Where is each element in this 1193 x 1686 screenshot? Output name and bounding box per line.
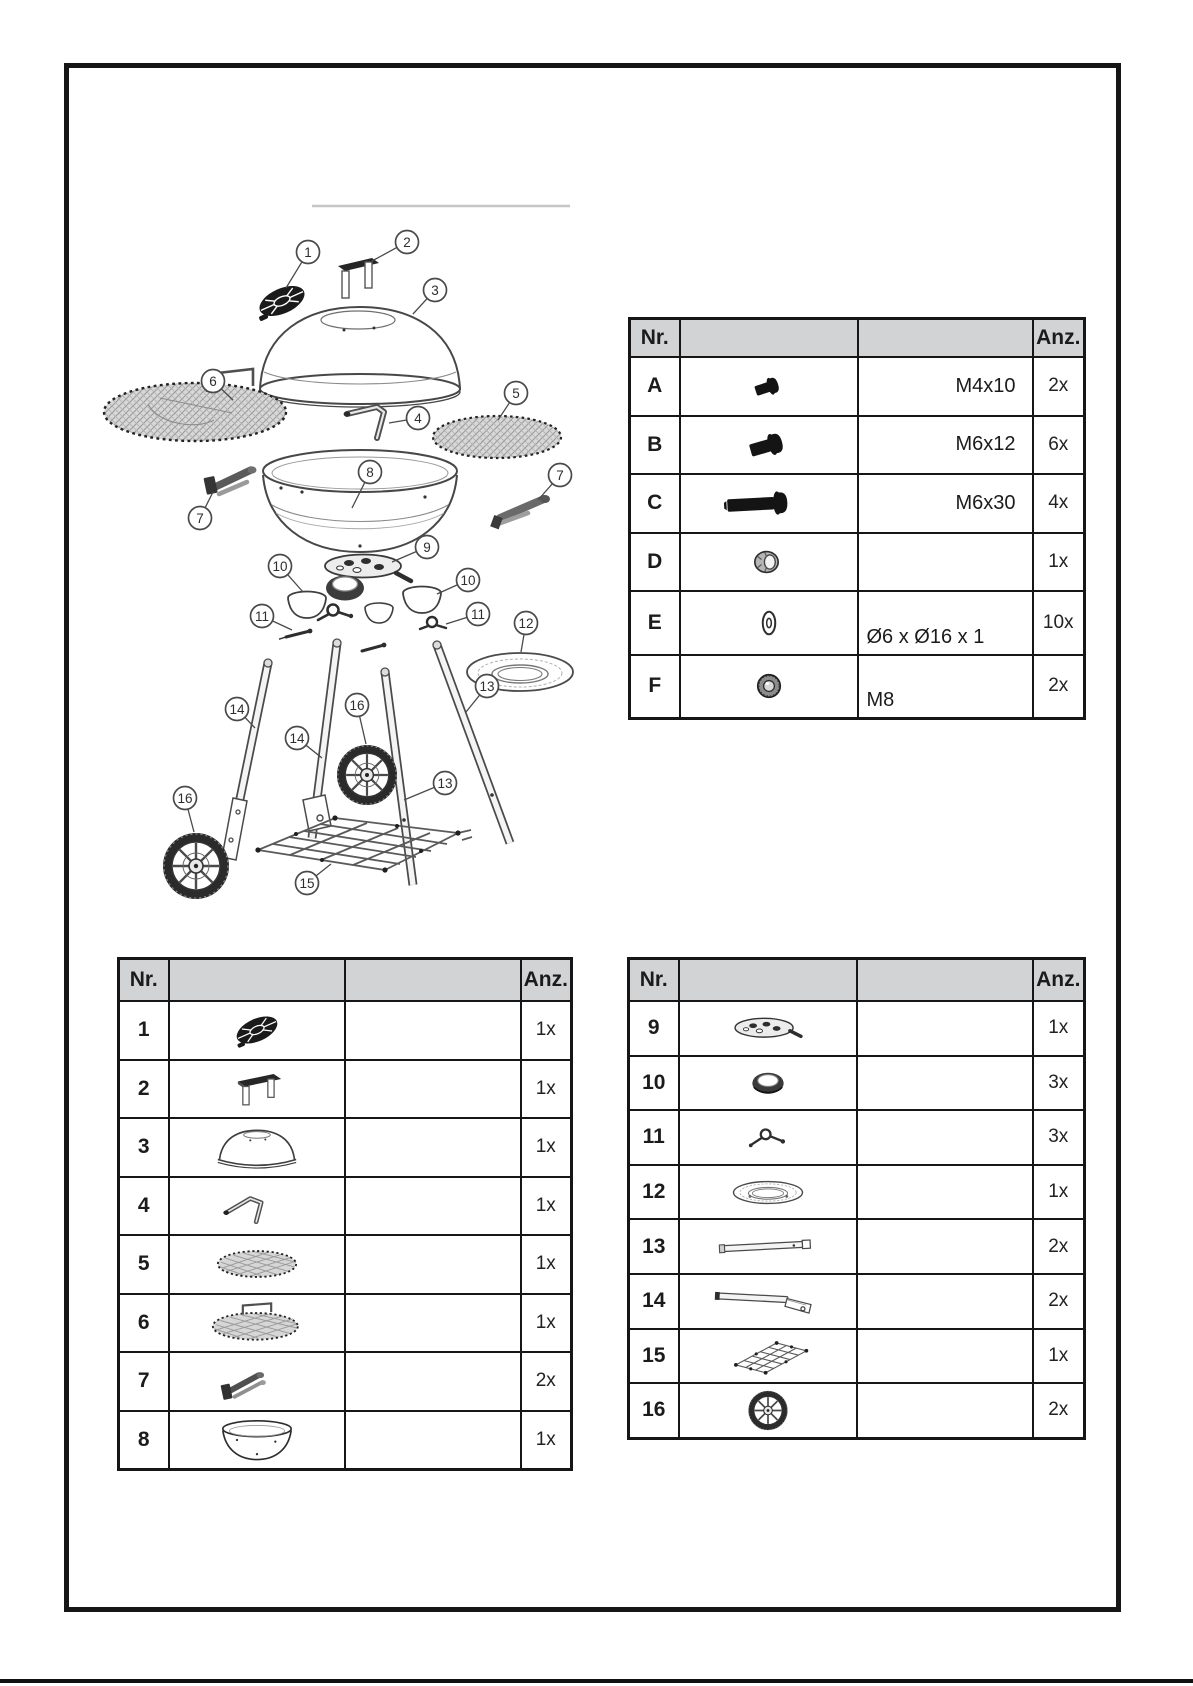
part-number: C [630,474,680,533]
part-number: 14 [629,1274,679,1329]
callout-number-11: 11 [254,608,270,624]
callout-number-11: 11 [470,606,486,622]
part-row-D [630,533,1085,592]
wire-shelf-icon [698,1332,838,1379]
callout-leader-16 [188,809,194,832]
cap-nut-icon [699,661,839,711]
part-number: 6 [119,1294,169,1353]
part-row-3 [119,1118,572,1177]
flange-nut-icon [699,537,839,587]
callout-number-16: 16 [177,790,193,806]
part-qty: 2x [1033,655,1085,719]
washer-icon [699,598,839,648]
part-spec [857,1165,1033,1220]
part-row-10 [629,1056,1085,1111]
part-spec [345,1177,521,1236]
part-qty: 3x [1033,1110,1085,1165]
part-qty: 2x [1033,1383,1085,1438]
part-qty: 1x [521,1235,572,1294]
part-illustration [679,1274,857,1329]
description-header [858,319,1033,358]
ash-cup-icon [698,1059,838,1106]
callout-number-9: 9 [423,539,431,555]
part-row-4 [119,1177,572,1236]
nr-header: Nr. [630,319,680,358]
callout-leader-11 [272,621,292,630]
part-illustration [169,1411,345,1470]
part-illustration [679,1165,857,1220]
part-10-ash-cups-drawing [288,576,441,624]
part-number: 9 [629,1001,679,1056]
parts-table-left [117,957,573,1471]
part-illustration [169,1177,345,1236]
hardware-table [628,317,1086,720]
callout-leader-13 [404,787,434,800]
part-qty: 1x [521,1001,572,1060]
part-row-7 [119,1352,572,1411]
callout-leader-10 [437,585,458,594]
part-row-F [630,655,1085,719]
part-1-vent-damper-drawing [251,280,309,324]
callout-leader-13 [466,695,480,712]
callout-number-13: 13 [437,775,453,791]
part-spec [857,1001,1033,1056]
part-row-2 [119,1060,572,1119]
part-spec: Ø6 x Ø16 x 1 [858,591,1033,655]
part-number: 11 [629,1110,679,1165]
part-illustration [169,1001,345,1060]
part-3-lid-dome-drawing [260,307,460,407]
part-15-bottom-shelf-drawing [255,815,472,872]
callout-number-7: 7 [196,510,204,526]
part-spec [345,1235,521,1294]
part-number: F [630,655,680,719]
wire-clip-icon [698,1114,838,1161]
callout-leader-9 [392,552,416,562]
illustration-header [680,319,858,358]
part-illustration [679,1329,857,1384]
part-spec [345,1352,521,1411]
parts-table-right [627,957,1086,1440]
part-spec [857,1219,1033,1274]
part-number: 5 [119,1235,169,1294]
lid-dome-icon [187,1122,327,1172]
part-row-B [630,416,1085,475]
callout-number-13: 13 [479,678,495,694]
part-number: 16 [629,1383,679,1438]
part-number: 7 [119,1352,169,1411]
callout-leader-1 [286,262,302,288]
part-spec [345,1060,521,1119]
part-number: A [630,357,680,416]
part-spec: M8 [858,655,1033,719]
callout-number-1: 1 [304,244,312,260]
part-row-E [630,591,1085,655]
vent-damper-icon [187,1005,327,1055]
part-spec [857,1056,1033,1111]
part-number: 13 [629,1219,679,1274]
part-row-13 [629,1219,1085,1274]
part-2-lid-handle-drawing [338,258,379,298]
part-qty: 2x [1033,357,1085,416]
part-illustration [680,474,858,533]
part-illustration [169,1118,345,1177]
part-number: 3 [119,1118,169,1177]
part-7-left-bracket-drawing [203,466,256,494]
description-header [345,959,521,1002]
ash-sweep-plate-icon [698,1005,838,1052]
part-qty: 1x [521,1294,572,1353]
ash-pan-icon [698,1169,838,1216]
footer-rule [0,1679,1193,1683]
part-illustration [169,1060,345,1119]
illustration-header [169,959,345,1002]
part-illustration [680,655,858,719]
callout-number-5: 5 [512,385,520,401]
part-qty: 1x [1033,533,1085,592]
part-qty: 1x [521,1118,572,1177]
machine-screw-large-icon [699,420,839,470]
part-qty: 1x [1033,1165,1085,1220]
part-spec [345,1294,521,1353]
part-illustration [679,1001,857,1056]
callout-leader-2 [372,247,397,261]
machine-screw-small-icon [699,361,839,411]
part-spec [345,1411,521,1470]
charcoal-grate-icon [187,1239,327,1289]
part-qty: 4x [1033,474,1085,533]
callout-leader-12 [521,634,524,652]
part-illustration [679,1110,857,1165]
part-spec [857,1329,1033,1384]
nr-header: Nr. [629,959,679,1002]
part-number: 8 [119,1411,169,1470]
part-illustration [680,416,858,475]
part-16-wheel-left-drawing [163,833,229,899]
part-spec [857,1110,1033,1165]
part-illustration [169,1352,345,1411]
part-4-bowl-handle-drawing [344,407,384,438]
callout-number-4: 4 [414,410,422,426]
callout-number-2: 2 [403,234,411,250]
part-number: 10 [629,1056,679,1111]
callout-number-16: 16 [349,697,365,713]
part-spec: M4x10 [858,357,1033,416]
part-number: 1 [119,1001,169,1060]
qty-header: Anz. [1033,319,1085,358]
part-qty: 2x [1033,1219,1085,1274]
part-row-C [630,474,1085,533]
callout-number-7: 7 [556,467,564,483]
part-qty: 1x [1033,1329,1085,1384]
part-spec [345,1118,521,1177]
part-number: 2 [119,1060,169,1119]
part-row-5 [119,1235,572,1294]
callout-number-14: 14 [229,701,245,717]
part-illustration [680,591,858,655]
part-spec: M6x12 [858,416,1033,475]
part-row-14 [629,1274,1085,1329]
part-row-A [630,357,1085,416]
bolt-long-icon [699,478,839,528]
header-row [629,959,1085,1002]
part-qty: 1x [521,1411,572,1470]
qty-header: Anz. [1033,959,1085,1002]
qty-header: Anz. [521,959,572,1002]
part-row-1 [119,1001,572,1060]
part-row-9 [629,1001,1085,1056]
callout-number-10: 10 [272,558,288,574]
part-qty: 10x [1033,591,1085,655]
part-row-16 [629,1383,1085,1438]
part-qty: 1x [521,1060,572,1119]
callout-leader-11 [446,617,467,624]
part-spec [857,1274,1033,1329]
lid-handle-icon [187,1064,327,1114]
part-row-12 [629,1165,1085,1220]
header-row [119,959,572,1002]
part-number: D [630,533,680,592]
illustration-header [679,959,857,1002]
part-illustration [169,1235,345,1294]
part-illustration [679,1219,857,1274]
part-illustration [679,1056,857,1111]
part-number: E [630,591,680,655]
callout-number-6: 6 [209,373,217,389]
callout-leader-16 [360,716,366,744]
part-row-11 [629,1110,1085,1165]
callout-leader-3 [413,298,427,314]
part-illustration [680,357,858,416]
part-5-charcoal-grate-drawing [433,416,561,458]
callout-leader-15 [316,864,331,876]
callout-number-12: 12 [518,615,534,631]
header-row [630,319,1085,358]
callout-leader-4 [389,420,407,423]
part-qty: 1x [521,1177,572,1236]
description-header [857,959,1033,1002]
callout-number-8: 8 [366,464,374,480]
part-6-cooking-grate-drawing [104,369,286,441]
part-spec [857,1383,1033,1438]
part-14-front-legs-drawing [222,639,341,860]
leg-tube-icon [698,1223,838,1270]
callout-number-15: 15 [299,875,315,891]
part-illustration [169,1294,345,1353]
part-qty: 3x [1033,1056,1085,1111]
part-number: 4 [119,1177,169,1236]
leg-tube-bracket-icon [698,1278,838,1325]
part-spec [345,1001,521,1060]
bowl-handle-icon [187,1181,327,1231]
callout-number-10: 10 [460,572,476,588]
part-qty: 1x [1033,1001,1085,1056]
part-number: 12 [629,1165,679,1220]
part-row-15 [629,1329,1085,1384]
part-qty: 6x [1033,416,1085,475]
side-bracket-icon [187,1356,327,1406]
part-qty: 2x [1033,1274,1085,1329]
part-16-wheel-center-drawing [337,745,397,805]
part-spec [858,533,1033,592]
part-illustration [680,533,858,592]
nr-header: Nr. [119,959,169,1002]
callout-leader-10 [288,575,303,592]
exploded-diagram [90,190,580,910]
part-number: 15 [629,1329,679,1384]
part-row-6 [119,1294,572,1353]
callout-number-14: 14 [289,730,305,746]
part-spec: M6x30 [858,474,1033,533]
part-row-8 [119,1411,572,1470]
callout-number-3: 3 [431,282,439,298]
part-qty: 2x [521,1352,572,1411]
part-number: B [630,416,680,475]
wheel-icon [698,1387,838,1434]
kettle-bowl-icon [187,1415,327,1465]
part-illustration [679,1383,857,1438]
part-7-right-bracket-drawing [490,495,550,529]
cooking-grate-icon [187,1298,327,1348]
